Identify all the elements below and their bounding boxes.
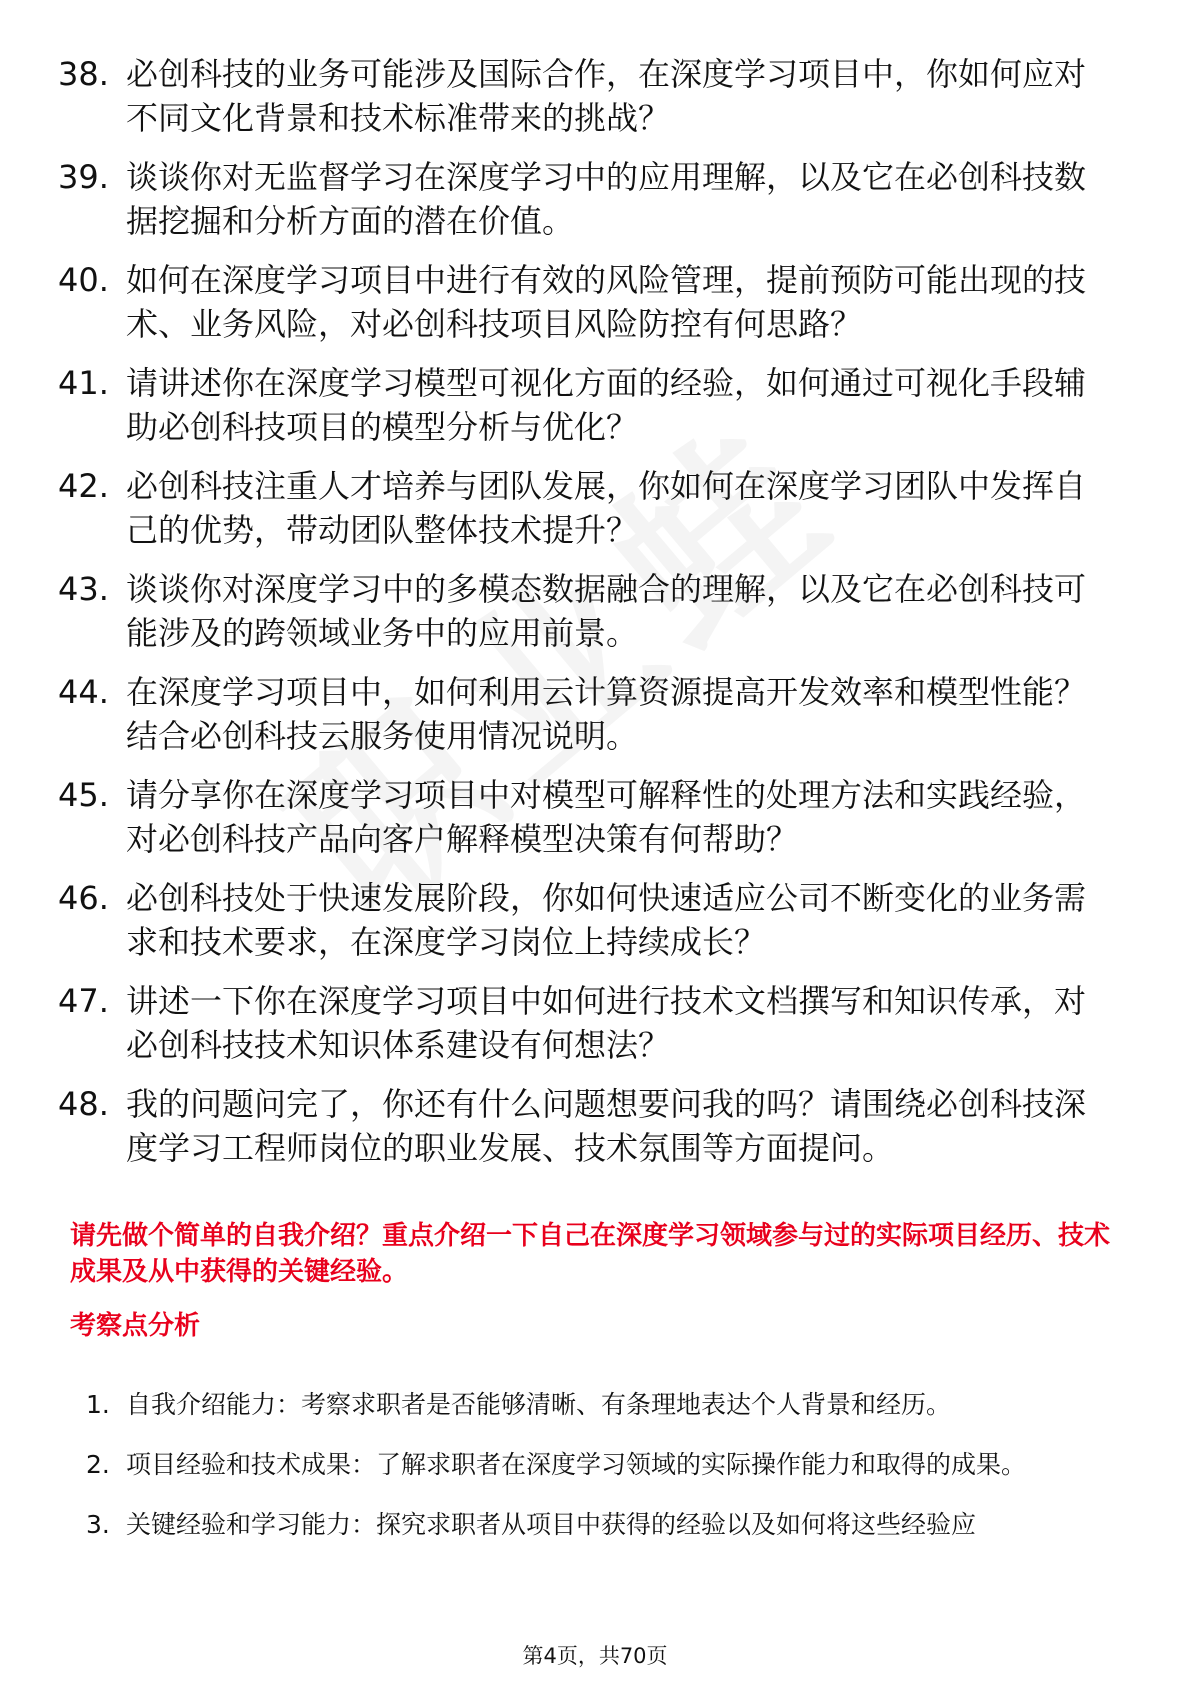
question-number: 39. <box>58 158 109 196</box>
question-text: 我的问题问完了，你还有什么问题想要问我的吗？请围绕必创科技深度学习工程师岗位的职业发展、技术氛围等方面提问。 <box>126 1085 1087 1167</box>
analysis-text: 项目经验和技术成果：了解求职者在深度学习领域的实际操作能力和取得的成果。 <box>126 1450 1027 1479</box>
question-number: 45. <box>58 776 109 814</box>
analysis-item <box>86 1495 1126 1555</box>
question-text: 请分享你在深度学习项目中对模型可解释性的处理方法和实践经验，对必创科技产品向客户解释模型决策有何帮助？ <box>126 776 1087 858</box>
analysis-number: 3. <box>86 1510 110 1539</box>
question-text: 请讲述你在深度学习模型可视化方面的经验，如何通过可视化手段辅助必创科技项目的模型分析与优化？ <box>126 364 1087 446</box>
question-item <box>58 258 1118 346</box>
section-title: 考察点分析 <box>70 1311 201 1341</box>
page-footer: 第4页，共70页 <box>522 1644 668 1668</box>
question-number: 42. <box>58 467 109 505</box>
question-text: 谈谈你对深度学习中的多模态数据融合的理解，以及它在必创科技可能涉及的跨领域业务中的应用前景。 <box>126 570 1087 652</box>
question-text: 如何在深度学习项目中进行有效的风险管理，提前预防可能出现的技术、业务风险，对必创科技项目风险防控有何思路？ <box>126 261 1087 343</box>
question-text: 谈谈你对无监督学习在深度学习中的应用理解，以及它在必创科技数据挖掘和分析方面的潜在价值。 <box>126 158 1087 240</box>
question-item <box>58 567 1118 655</box>
question-list <box>58 52 1118 1185</box>
question-number: 44. <box>58 673 109 711</box>
analysis-item <box>86 1375 1126 1435</box>
intro-question: 请先做个简单的自我介绍？重点介绍一下自己在深度学习领域参与过的实际项目经历、技术成果及从中获得的关键经验。 <box>70 1221 1111 1287</box>
question-item <box>58 464 1118 552</box>
question-item <box>58 979 1118 1067</box>
question-number: 47. <box>58 982 109 1020</box>
question-number: 41. <box>58 364 109 402</box>
analysis-text: 关键经验和学习能力：探究求职者从项目中获得的经验以及如何将这些经验应 <box>126 1510 977 1539</box>
question-item <box>58 1082 1118 1170</box>
analysis-number: 2. <box>86 1450 110 1479</box>
question-item <box>58 773 1118 861</box>
question-number: 38. <box>58 55 109 93</box>
question-item <box>58 670 1118 758</box>
question-text: 在深度学习项目中，如何利用云计算资源提高开发效率和模型性能？结合必创科技云服务使用情况说明。 <box>126 673 1087 755</box>
question-number: 40. <box>58 261 109 299</box>
question-item <box>58 361 1118 449</box>
analysis-number: 1. <box>86 1390 110 1419</box>
analysis-list <box>86 1375 1126 1555</box>
question-text: 必创科技的业务可能涉及国际合作，在深度学习项目中，你如何应对不同文化背景和技术标准带来的挑战？ <box>126 55 1087 137</box>
question-item <box>58 155 1118 243</box>
question-text: 必创科技注重人才培养与团队发展，你如何在深度学习团队中发挥自己的优势，带动团队整体技术提升？ <box>126 467 1087 549</box>
question-text: 必创科技处于快速发展阶段，你如何快速适应公司不断变化的业务需求和技术要求，在深度学习岗位上持续成长？ <box>126 879 1087 961</box>
analysis-text: 自我介绍能力：考察求职者是否能够清晰、有条理地表达个人背景和经历。 <box>126 1390 952 1419</box>
question-number: 48. <box>58 1085 109 1123</box>
question-number: 43. <box>58 570 109 608</box>
question-item <box>58 876 1118 964</box>
analysis-item <box>86 1435 1126 1495</box>
question-item <box>58 52 1118 140</box>
question-text: 讲述一下你在深度学习项目中如何进行技术文档撰写和知识传承，对必创科技技术知识体系建设有何想法？ <box>126 982 1087 1064</box>
question-number: 46. <box>58 879 109 917</box>
